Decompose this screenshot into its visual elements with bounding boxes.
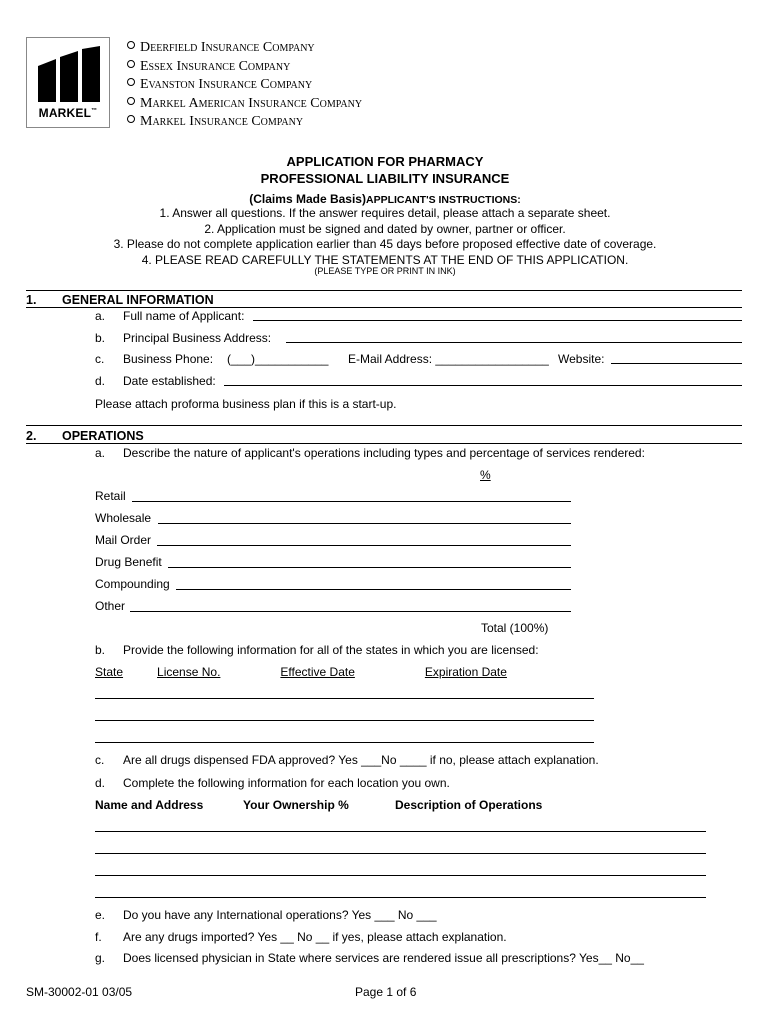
item-letter: b. (95, 331, 106, 345)
service-wholesale-label: Wholesale (95, 511, 152, 525)
circle-bullet-icon (127, 41, 135, 49)
location-row-field[interactable] (95, 853, 706, 854)
item-letter: d. (95, 374, 106, 388)
service-drug-benefit-label: Drug Benefit (95, 555, 162, 569)
col-state: State (95, 665, 124, 679)
location-row-field[interactable] (95, 831, 706, 832)
license-column-headers (95, 665, 507, 679)
divider (26, 443, 742, 444)
company-item: Essex Insurance Company (127, 58, 362, 77)
location-row-field[interactable] (95, 875, 706, 876)
section2-title: OPERATIONS (62, 429, 144, 443)
physician-question: Does licensed physician in State where services are rendered issue all prescriptions? Yes__ No__ (123, 951, 644, 965)
phone-label: Business Phone: (123, 352, 214, 366)
service-mail-order-field[interactable] (157, 545, 571, 546)
markel-logo (26, 37, 110, 128)
license-row-field[interactable] (95, 698, 594, 699)
item-letter: c. (95, 352, 105, 366)
item-letter: e. (95, 908, 106, 922)
operations-label: Describe the nature of applicant's operations including types and percentage of services rendered: (123, 446, 645, 460)
service-compounding-field[interactable] (176, 589, 571, 590)
license-row-field[interactable] (95, 742, 594, 743)
circle-bullet-icon (127, 78, 135, 86)
service-other-field[interactable] (130, 611, 571, 612)
markel-bars-icon (38, 46, 100, 102)
form-number: SM-30002-01 03/05 (26, 985, 133, 999)
percent-header: % (480, 468, 491, 482)
item-letter: f. (95, 930, 102, 944)
page-number: Page 1 of 6 (355, 985, 417, 999)
location-row-field[interactable] (95, 897, 706, 898)
item-letter: g. (95, 951, 106, 965)
company-list (127, 39, 362, 132)
service-drug-benefit-field[interactable] (168, 567, 571, 568)
instruction-item: 4. PLEASE READ CAREFULLY THE STATEMENTS AT THE END OF THIS APPLICATION. (141, 252, 629, 267)
company-item: Markel American Insurance Company (127, 95, 362, 114)
service-other-label: Other (95, 599, 126, 613)
section1-title: GENERAL INFORMATION (62, 293, 214, 307)
item-letter: a. (95, 446, 106, 460)
col-effective-date: Effective Date (280, 665, 355, 679)
circle-bullet-icon (127, 115, 135, 123)
service-wholesale-field[interactable] (158, 523, 571, 524)
service-compounding-label: Compounding (95, 577, 170, 591)
col-name-address: Name and Address (95, 798, 204, 812)
website-label: Website: (558, 352, 605, 366)
form-title-line2: PROFESSIONAL LIABILITY INSURANCE (260, 171, 510, 186)
col-license-no: License No. (157, 665, 221, 679)
section1-number: 1. (26, 293, 37, 307)
locations-label: Complete the following information for each location you own. (123, 776, 450, 790)
email-field[interactable]: E-Mail Address: _________________ (348, 352, 549, 366)
instruction-item: 2. Application must be signed and dated by owner, partner or officer. (204, 221, 566, 236)
company-item: Markel Insurance Company (127, 113, 362, 132)
address-label: Principal Business Address: (123, 331, 272, 345)
company-item: Evanston Insurance Company (127, 76, 362, 95)
circle-bullet-icon (127, 60, 135, 68)
item-letter: b. (95, 643, 106, 657)
type-note: (PLEASE TYPE OR PRINT IN INK) (314, 266, 456, 276)
instructions (0, 206, 770, 268)
license-row-field[interactable] (95, 720, 594, 721)
service-mail-order-label: Mail Order (95, 533, 152, 547)
startup-note: Please attach proforma business plan if this is a start-up. (95, 397, 397, 411)
section2-number: 2. (26, 429, 37, 443)
form-basis: (Claims Made Basis)APPLICANT'S INSTRUCTIONS: (249, 192, 521, 206)
instruction-item: 3. Please do not complete application earlier than 45 days before proposed effective date of coverage. (113, 237, 657, 251)
total-label: Total (100%) (481, 621, 549, 635)
international-question: Do you have any International operations? Yes ___ No ___ (123, 908, 437, 922)
divider (26, 307, 742, 308)
item-letter: d. (95, 776, 106, 790)
col-ownership: Your Ownership % (243, 798, 349, 812)
item-letter: a. (95, 309, 106, 323)
company-item: Deerfield Insurance Company (127, 39, 362, 58)
service-retail-label: Retail (95, 489, 126, 503)
divider (26, 290, 742, 291)
logo-wordmark: MARKEL™ (38, 106, 98, 120)
applicant-name-field[interactable] (253, 320, 742, 321)
website-field[interactable] (611, 363, 742, 364)
col-description: Description of Operations (395, 798, 543, 812)
form-title-line1: APPLICATION FOR PHARMACY (286, 154, 484, 169)
phone-field[interactable]: (___)___________ (227, 352, 329, 366)
applicant-name-label: Full name of Applicant: (123, 309, 245, 323)
date-established-field[interactable] (224, 385, 742, 386)
instruction-item: 1. Answer all questions. If the answer requires detail, please attach a separate sheet. (159, 206, 611, 220)
col-expiration-date: Expiration Date (424, 665, 507, 679)
fda-question: Are all drugs dispensed FDA approved? Yes ___No ____ if no, please attach explanation. (123, 753, 599, 767)
date-established-label: Date established: (123, 374, 216, 388)
address-field[interactable] (286, 342, 742, 343)
licenses-label: Provide the following information for all of the states in which you are licensed: (123, 643, 539, 657)
circle-bullet-icon (127, 97, 135, 105)
item-letter: c. (95, 753, 105, 767)
divider (26, 425, 742, 426)
imported-question: Are any drugs imported? Yes __ No __ if yes, please attach explanation. (123, 930, 507, 944)
service-retail-field[interactable] (132, 501, 571, 502)
